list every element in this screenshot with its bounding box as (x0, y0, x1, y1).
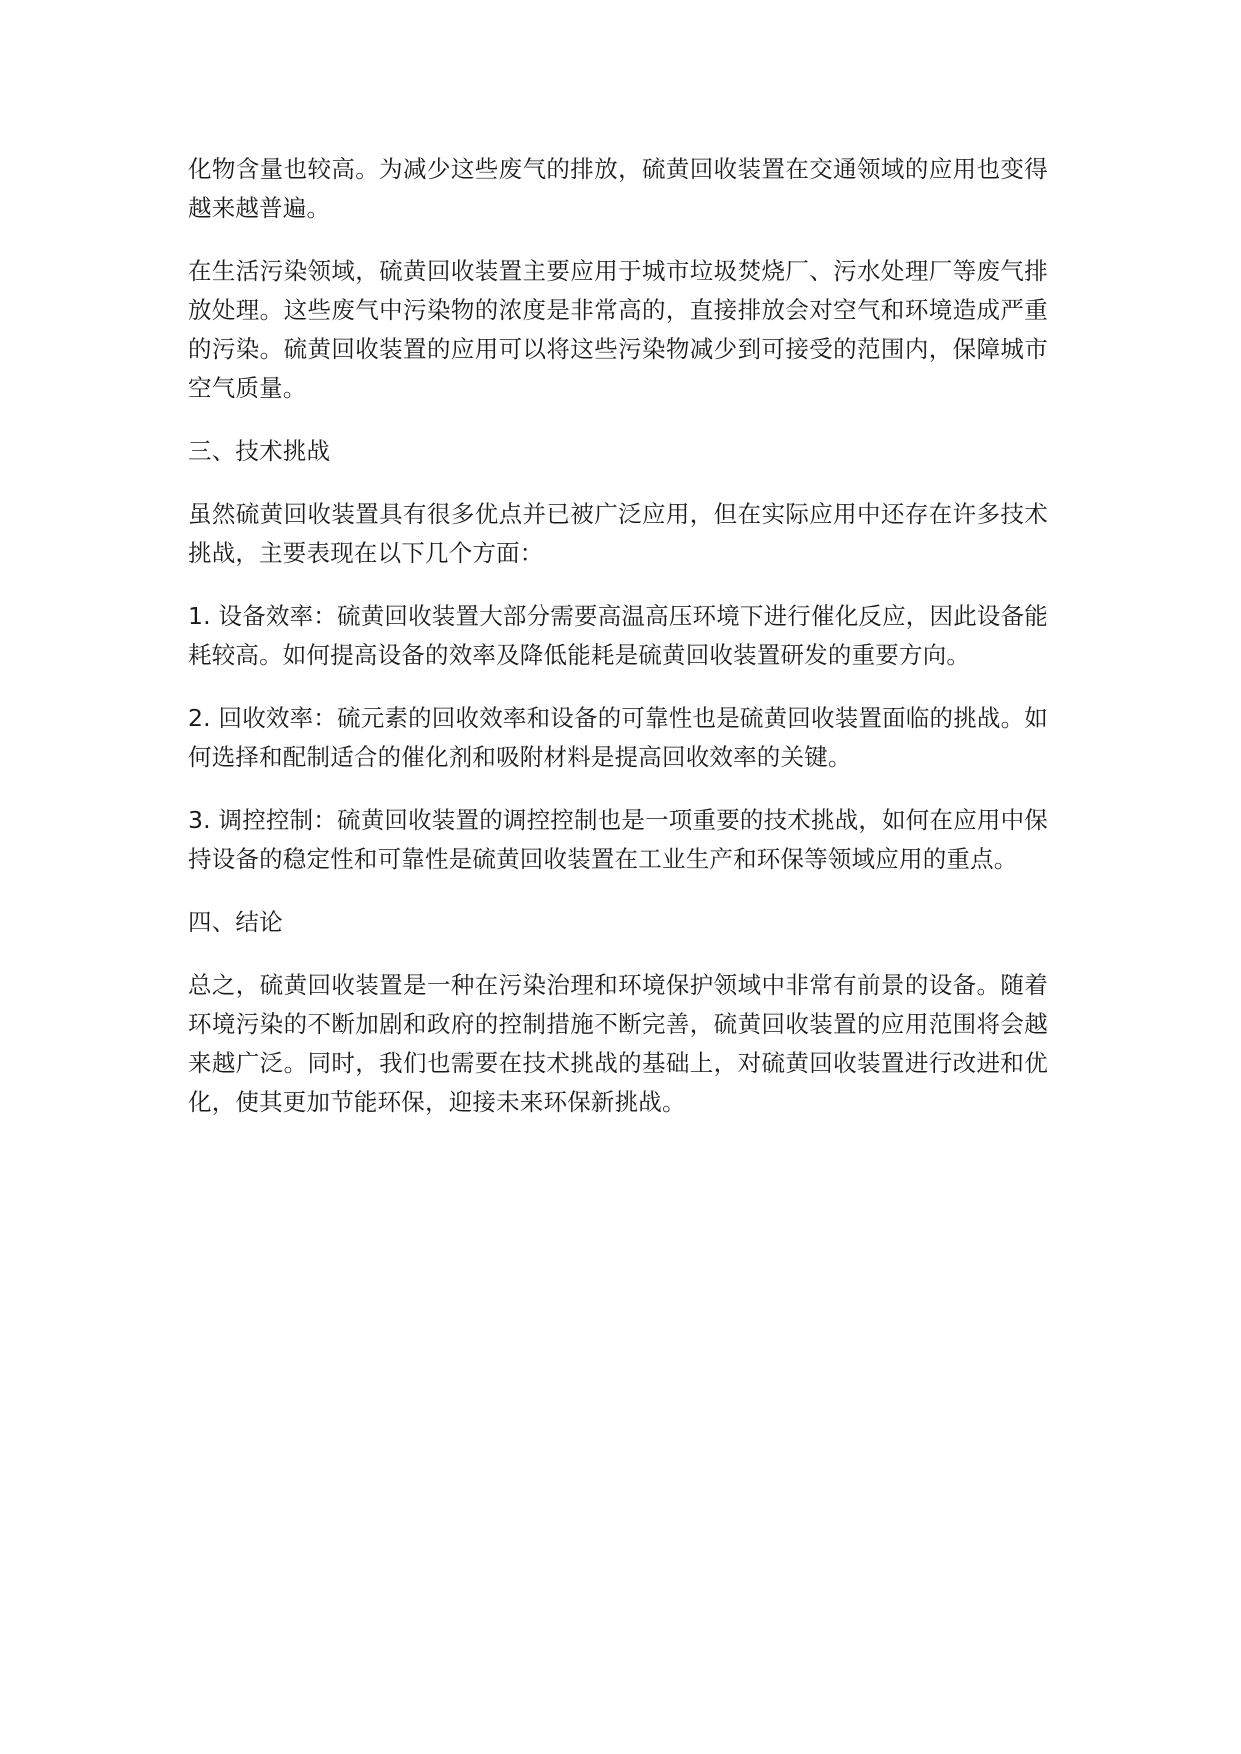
list-item-equipment-efficiency: 1. 设备效率：硫黄回收装置大部分需要高温高压环境下进行催化反应，因此设备能耗较高。如何提高设备的效率及降低能耗是硫黄回收装置研发的重要方向。 (188, 602, 1048, 669)
list-item-recovery-efficiency: 2. 回收效率：硫元素的回收效率和设备的可靠性也是硫黄回收装置面临的挑战。如何选择和配制适合的催化剂和吸附材料是提高回收效率的关键。 (188, 704, 1048, 771)
paragraph-challenges-intro: 虽然硫黄回收装置具有很多优点并已被广泛应用，但在实际应用中还存在许多技术挑战，主要表现在以下几个方面： (188, 500, 1048, 567)
paragraph-domestic-pollution: 在生活污染领域，硫黄回收装置主要应用于城市垃圾焚烧厂、污水处理厂等废气排放处理。这些废气中污染物的浓度是非常高的，直接排放会对空气和环境造成严重的污染。硫黄回收装置的应用可以将这些污染物减少到可接受的范围内，保障城市空气质量。 (188, 257, 1048, 402)
paragraph-conclusion: 总之，硫黄回收装置是一种在污染治理和环境保护领域中非常有前景的设备。随着环境污染的不断加剧和政府的控制措施不断完善，硫黄回收装置的应用范围将会越来越广泛。同时，我们也需要在技术挑战的基础上，对硫黄回收装置进行改进和优化，使其更加节能环保，迎接未来环保新挑战。 (188, 971, 1048, 1116)
section-heading-technical-challenges: 三、技术挑战 (188, 437, 331, 465)
list-item-regulation-control: 3. 调控控制：硫黄回收装置的调控控制也是一项重要的技术挑战，如何在应用中保持设备的稳定性和可靠性是硫黄回收装置在工业生产和环保等领域应用的重点。 (188, 806, 1048, 873)
paragraph-transport-continuation: 化物含量也较高。为减少这些废气的排放，硫黄回收装置在交通领域的应用也变得越来越普遍。 (188, 155, 1048, 222)
section-heading-conclusion: 四、结论 (188, 908, 283, 936)
document-page (188, 150, 1048, 1146)
